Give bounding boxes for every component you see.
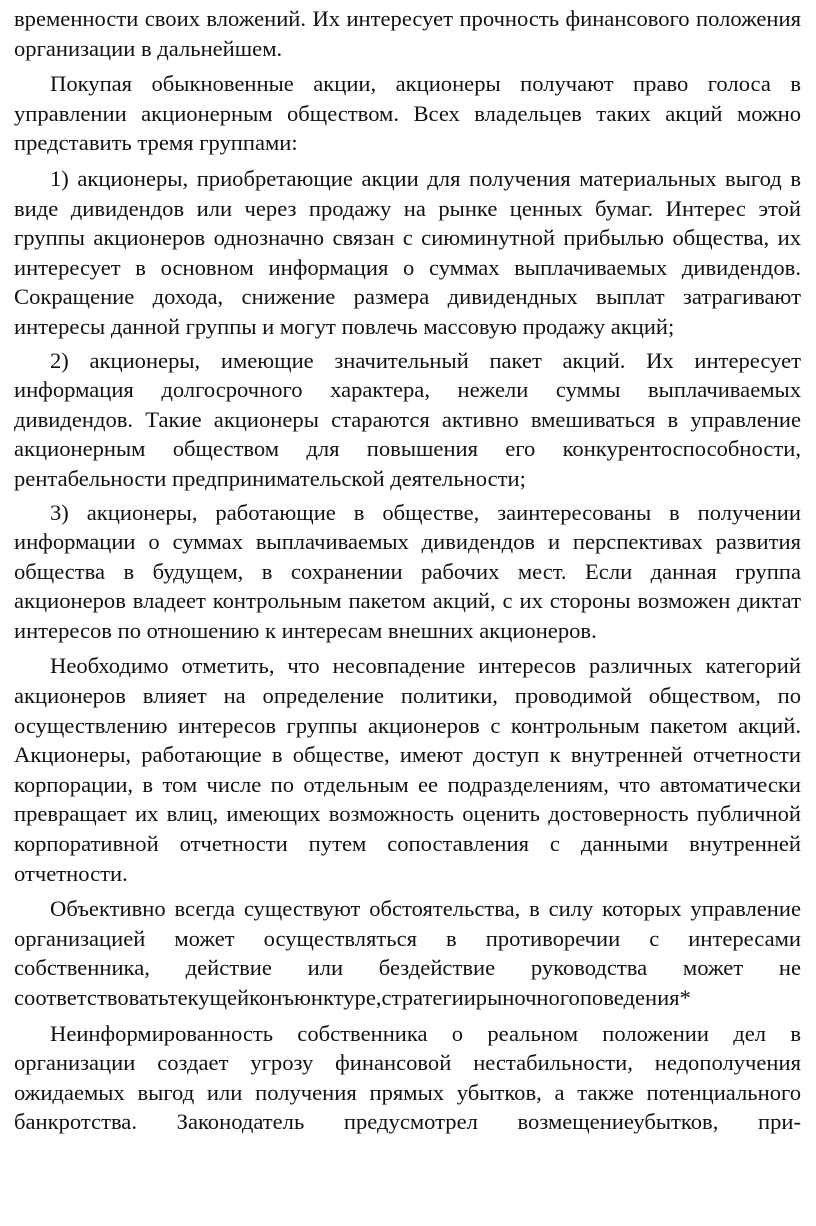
list-item-group-1: 1) акционеры, приобретающие акции для получения материальных выгод в виде дивидендов или через продажу на рынке ценных бумаг. Интерес этой группы акционеров однозначно связан с сиюминутной прибылью общества, их интересует в основном информация о суммах выплачиваемых дивидендов. Сокращение дохода, снижение размера дивидендных выплат затрагивают интересы данной группы и могут повлечь массовую продажу акций; [14,165,801,339]
paragraph-ordinary-shares: Покупая обыкновенные акции, акционеры получают право голоса в управлении акционерным обществом. Всех владельцев таких акций можно представить тремя группами: [14,71,801,156]
document-page [14,4,801,1143]
paragraph-interest-mismatch: Необходимо отметить, что несовпадение интересов различных категорий акционеров влияет на определение политики, проводимой обществом, по осуществлению интересов группы акционеров с контрольным пакетом акций. Акционеры, работающие в обществе, имеют доступ к внутренней отчетности корпорации, в том числе по отдельным ее подразделениям, что автоматически превращает их влиц, имеющих возможность оценить достоверность публичной корпоративной отчетности путем сопоставления с данными внутренней отчетности. [14,653,801,886]
paragraph-uninformed-owner: Неинформированность собственника о реальном положении дел в организации создает угрозу финансовой нестабильности, недополучения ожидаемых выгод или получения прямых убытков, а также потенциального банкротства. Законодатель предусмотрел возмещениеубытков, при- [14,1020,801,1135]
list-item-group-2: 2) акционеры, имеющие значительный пакет акций. Их интересует информация долгосрочного характера, нежели суммы выплачиваемых дивидендов. Такие акционеры стараются активно вмешиваться в управление акционерным обществом для повышения его конкурентоспособности, рентабельности предпринимательской деятельности; [14,347,801,491]
list-item-group-3: 3) акционеры, работающие в обществе, заинтересованы в получении информации о суммах выплачиваемых дивидендов и перспективах развития общества в будущем, в сохранении рабочих мест. Если данная группа акционеров владеет контрольным пакетом акций, с их стороны возможен диктат интересов по отношению к интересам внешних акционеров. [14,499,801,643]
paragraph-continuation: временности своих вложений. Их интересует прочность финансового положения организации в дальнейшем. [14,6,801,61]
paragraph-circumstances: Объективно всегда существуют обстоятельства, в силу которых управление организацией может осуществляться в противоречии с интересами собственника, действие или бездействие руководства может не соответствоватьтекущейконъюнктуре,стратегиирыночногоповедения* [14,896,801,1010]
